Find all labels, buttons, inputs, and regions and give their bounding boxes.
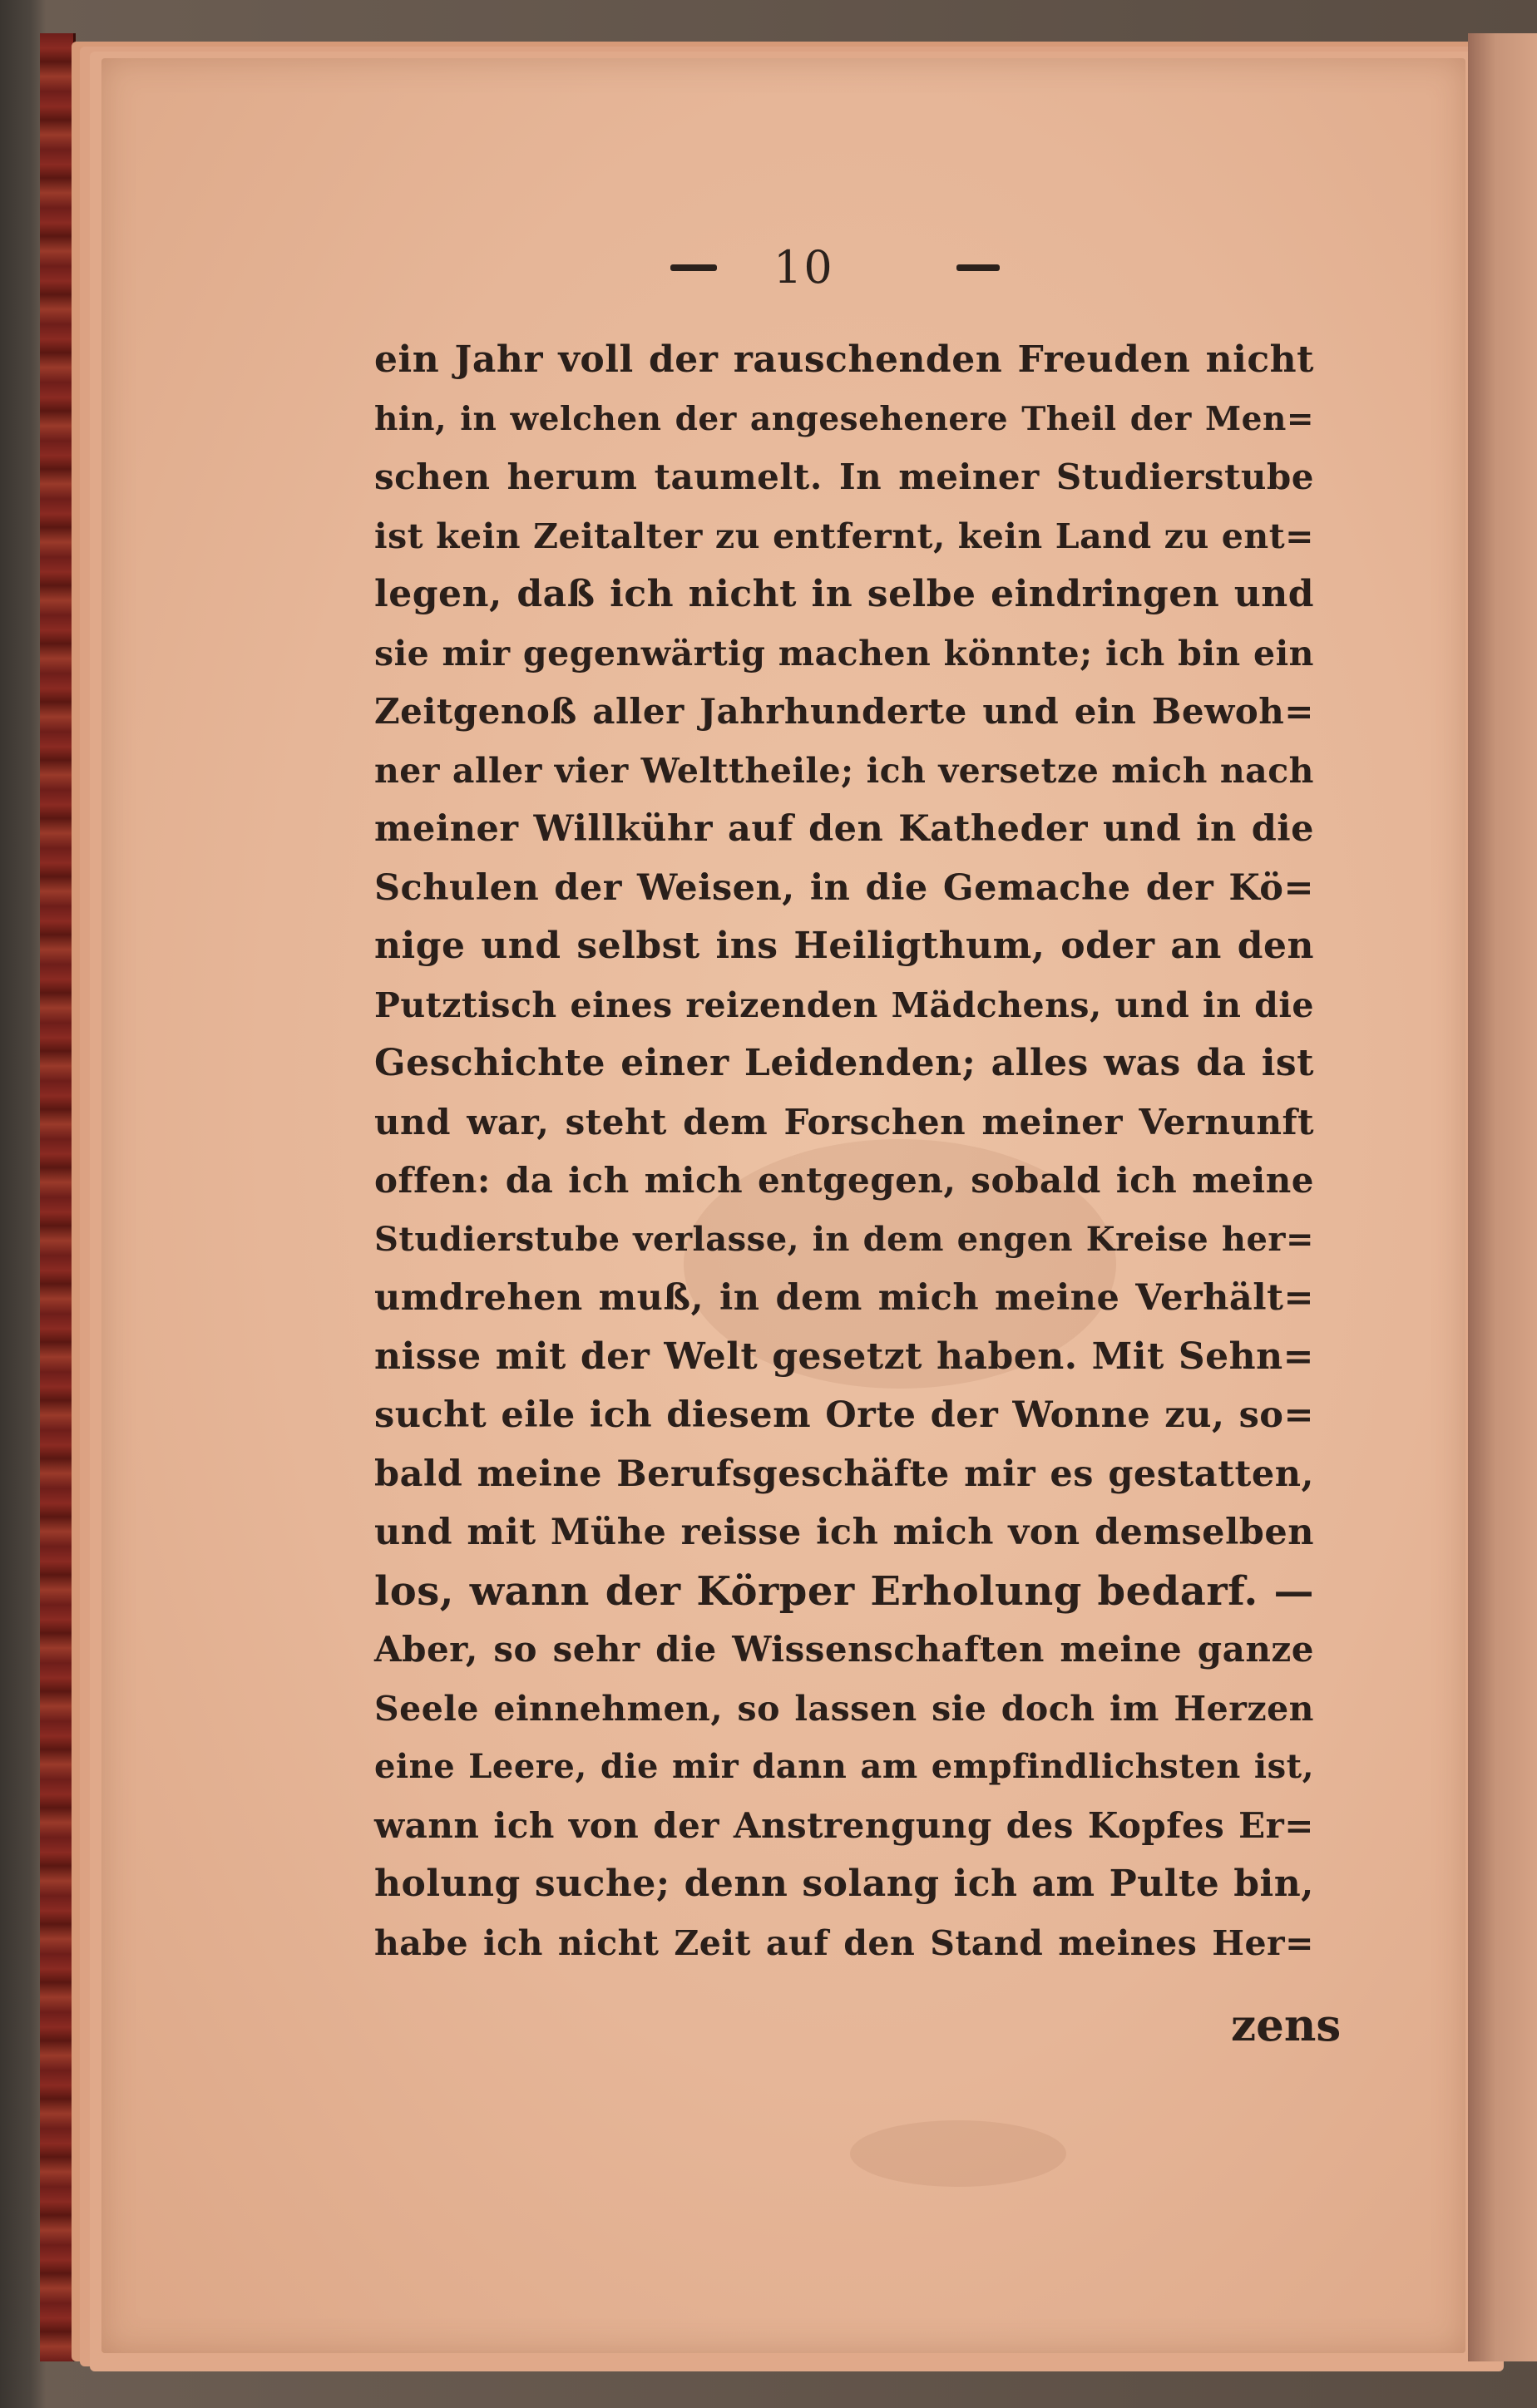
text-line: nisse mit der Welt gesetzt haben. Mit Sehn= xyxy=(374,1335,1314,1378)
facing-page-edge xyxy=(1468,33,1537,2361)
text-line: Geschichte einer Leidenden; alles was da ist xyxy=(374,1042,1314,1084)
header-dash-right xyxy=(956,264,1000,271)
text-line: Zeitgenoß aller Jahrhunderte und ein Bewoh= xyxy=(374,691,1314,732)
ink-bleed-through xyxy=(850,2120,1066,2187)
text-line: umdrehen muß, in dem mich meine Verhält= xyxy=(374,1277,1314,1319)
text-line: habe ich nicht Zeit auf den Stand meines Her= xyxy=(374,1922,1314,1963)
text-line: Putztisch eines reizenden Mädchens, und in die xyxy=(374,984,1314,1025)
text-line: schen herum taumelt. In meiner Studierstube xyxy=(374,456,1314,497)
text-line: meiner Willkühr auf den Katheder und in die xyxy=(374,808,1314,850)
text-line: hin, in welchen der angesehenere Theil der Men= xyxy=(374,399,1314,438)
marbled-cover-edge xyxy=(40,33,76,2361)
text-line: eine Leere, die mir dann am empfindlichsten ist, xyxy=(374,1747,1314,1786)
header-dash-left xyxy=(670,264,717,271)
body-text xyxy=(374,331,1314,1972)
catchword: zens xyxy=(1231,2000,1342,2051)
text-line: ner aller vier Welttheile; ich versetze mich nach xyxy=(374,750,1314,791)
text-line: wann ich von der Anstrengung des Kopfes Er= xyxy=(374,1804,1314,1846)
text-line: bald meine Berufsgeschäfte mir es gestatten, xyxy=(374,1453,1314,1495)
text-line: Seele einnehmen, so lassen sie doch im Herzen xyxy=(374,1688,1314,1729)
text-line: nige und selbst ins Heiligthum, oder an den xyxy=(374,925,1314,967)
page-number: 10 xyxy=(773,241,834,294)
text-line: Studierstube verlasse, in dem engen Kreise her= xyxy=(374,1219,1314,1259)
text-line: ein Jahr voll der rauschenden Freuden nicht xyxy=(374,338,1314,381)
text-line: ist kein Zeitalter zu entfernt, kein Land zu ent= xyxy=(374,516,1314,556)
text-line: offen: da ich mich entgegen, sobald ich meine xyxy=(374,1160,1314,1201)
text-line: und mit Mühe reisse ich mich von demselben xyxy=(374,1512,1314,1553)
text-line: los, wann der Körper Erholung bedarf. — xyxy=(374,1567,1314,1615)
text-line: Aber, so sehr die Wissenschaften meine ganze xyxy=(374,1629,1314,1670)
text-line: legen, daß ich nicht in selbe eindringen und xyxy=(374,573,1314,615)
text-line: sucht eile ich diesem Orte der Wonne zu, so= xyxy=(374,1394,1314,1436)
text-line: und war, steht dem Forschen meiner Vernunft xyxy=(374,1101,1314,1142)
text-line: holung suche; denn solang ich am Pulte bin, xyxy=(374,1863,1314,1905)
text-line: sie mir gegenwärtig machen könnte; ich bin ein xyxy=(374,633,1314,674)
text-line: Schulen der Weisen, in die Gemache der Kö= xyxy=(374,866,1314,909)
